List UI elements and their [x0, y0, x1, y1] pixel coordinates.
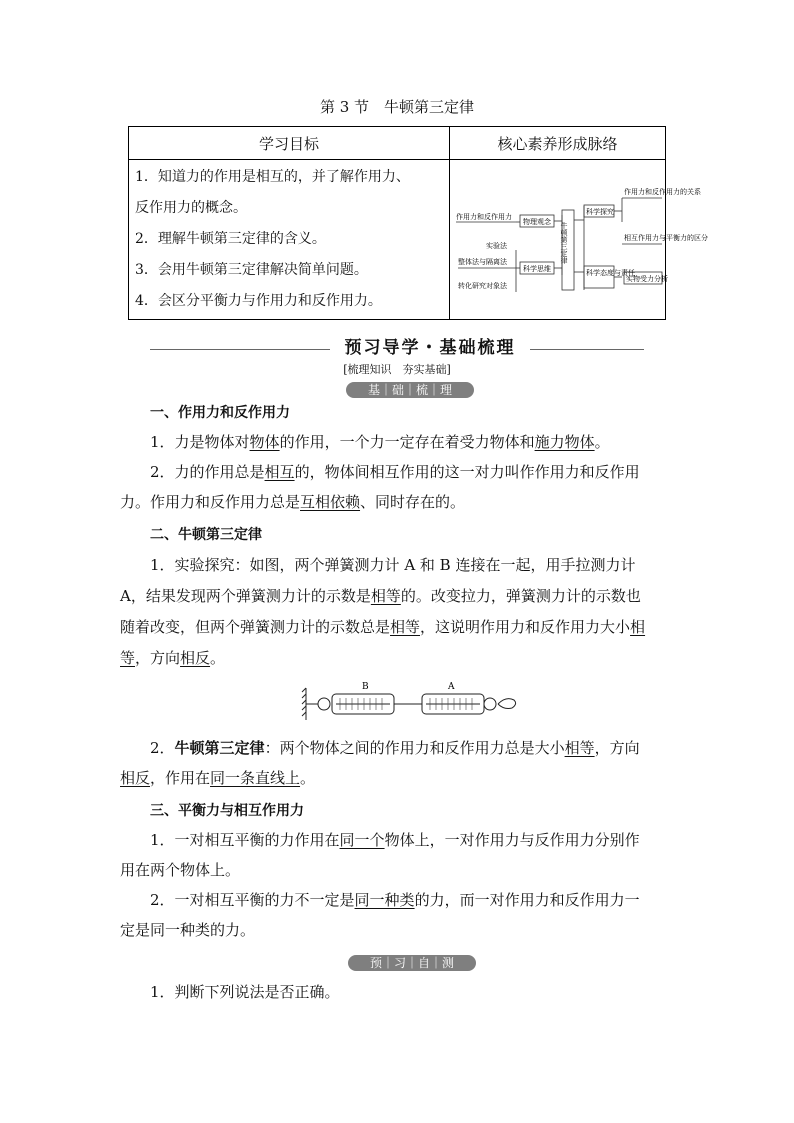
map-center: 牛顿第三定律	[560, 222, 568, 264]
blank: 互相依赖	[300, 493, 361, 511]
map-right-2: 相互作用力与平衡力的区分	[624, 234, 708, 242]
map-left-4: 转化研究对象法	[458, 282, 507, 290]
term-bold: 牛顿第三定律	[174, 739, 265, 757]
para-1-1: 1．力是物体对物体的作用，一个力一定存在着受力物体和施力物体。	[150, 433, 610, 451]
para-2-1b: A，结果发现两个弹簧测力计的示数是相等的。改变拉力，弹簧测力计的示数也	[120, 587, 641, 605]
blank: 相等	[564, 739, 595, 757]
para-4-1: 1．判断下列说法是否正确。	[150, 983, 340, 1001]
map-left-3: 整体法与隔离法	[458, 258, 507, 266]
blank: 同一条直线上	[210, 769, 301, 787]
goals-cell	[129, 160, 450, 320]
para-2-1c: 随着改变，但两个弹簧测力计的示数总是相等，这说明作用力和反作用力大小相	[120, 618, 646, 636]
concept-map-cell	[450, 160, 708, 320]
goal-line: 2．理解牛顿第三定律的含义。	[135, 231, 326, 247]
table-header-map: 核心素养形成脉络	[450, 127, 666, 160]
heading-newton-third-law: 二、牛顿第三定律	[150, 527, 262, 543]
blank: 施力物体	[534, 433, 595, 451]
blank: 相等	[370, 587, 401, 605]
blank: 同一个	[339, 831, 385, 849]
concept-map	[450, 160, 708, 312]
para-1-2a: 2．力的作用总是相互的，物体间相互作用的这一对力叫作作用力和反作用	[150, 463, 640, 481]
blank: 相反	[180, 649, 211, 667]
section-banner	[150, 337, 644, 359]
goal-line: 反作用力的概念。	[135, 200, 247, 216]
section-title: 第 3 节 牛顿第三定律	[319, 98, 475, 116]
map-right-3: 实物受力分析	[626, 275, 668, 283]
map-mid-1: 物理观念	[523, 218, 551, 226]
map-right-mid-2: 科学态度与责任	[586, 269, 635, 277]
para-3-2b: 定是同一种类的力。	[120, 921, 256, 939]
objectives-table	[128, 126, 708, 320]
para-2-2a: 2．牛顿第三定律：两个物体之间的作用力和反作用力总是大小相等，方向	[150, 739, 640, 757]
banner-subtitle: [梳理知识 夯实基础]	[343, 363, 451, 376]
spring-scale-figure	[300, 680, 520, 724]
pill-pre-test: 预｜习｜自｜测	[348, 955, 476, 971]
para-1-2b: 力。作用力和反作用力总是互相依赖、同时存在的。	[120, 493, 466, 511]
map-right-mid-1: 科学探究	[586, 208, 614, 216]
blank: 同一种类	[354, 891, 415, 909]
map-left-2: 实验法	[486, 242, 507, 250]
para-3-1a: 1．一对相互平衡的力作用在同一个物体上，一对作用力与反作用力分别作	[150, 831, 640, 849]
banner-title: 预习导学・基础梳理	[330, 337, 530, 359]
blank: 相	[630, 618, 646, 636]
figure-label-b: B	[362, 682, 369, 692]
para-3-2a: 2．一对相互平衡的力不一定是同一种类的力，而一对作用力和反作用力一	[150, 891, 640, 909]
para-2-1a: 1．实验探究：如图，两个弹簧测力计 A 和 B 连接在一起，用手拉测力计	[150, 556, 636, 574]
pill-basic-review: 基｜础｜梳｜理	[346, 382, 474, 398]
para-3-1b: 用在两个物体上。	[120, 861, 241, 879]
blank: 物体	[249, 433, 280, 451]
goal-line: 1．知道力的作用是相互的，并了解作用力、	[135, 169, 410, 185]
para-2-1d: 等，方向相反。	[120, 649, 226, 667]
map-right-1: 作用力和反作用力的关系	[624, 188, 701, 196]
blank: 相等	[390, 618, 421, 636]
heading-balance-vs-interaction: 三、平衡力与相互作用力	[150, 803, 304, 819]
heading-action-reaction: 一、作用力和反作用力	[150, 405, 290, 421]
goal-line: 4．会区分平衡力与作用力和反作用力。	[135, 293, 382, 309]
table-header-goals: 学习目标	[129, 127, 450, 160]
goal-line: 3．会用牛顿第三定律解决简单问题。	[135, 262, 368, 278]
para-2-2b: 相反，作用在同一条直线上。	[120, 769, 316, 787]
blank: 相互	[264, 463, 295, 481]
blank: 相反	[120, 769, 151, 787]
map-left-1: 作用力和反作用力	[456, 213, 512, 221]
map-mid-2: 科学思维	[523, 265, 551, 273]
figure-label-a: A	[448, 682, 455, 692]
blank: 等	[120, 649, 136, 667]
